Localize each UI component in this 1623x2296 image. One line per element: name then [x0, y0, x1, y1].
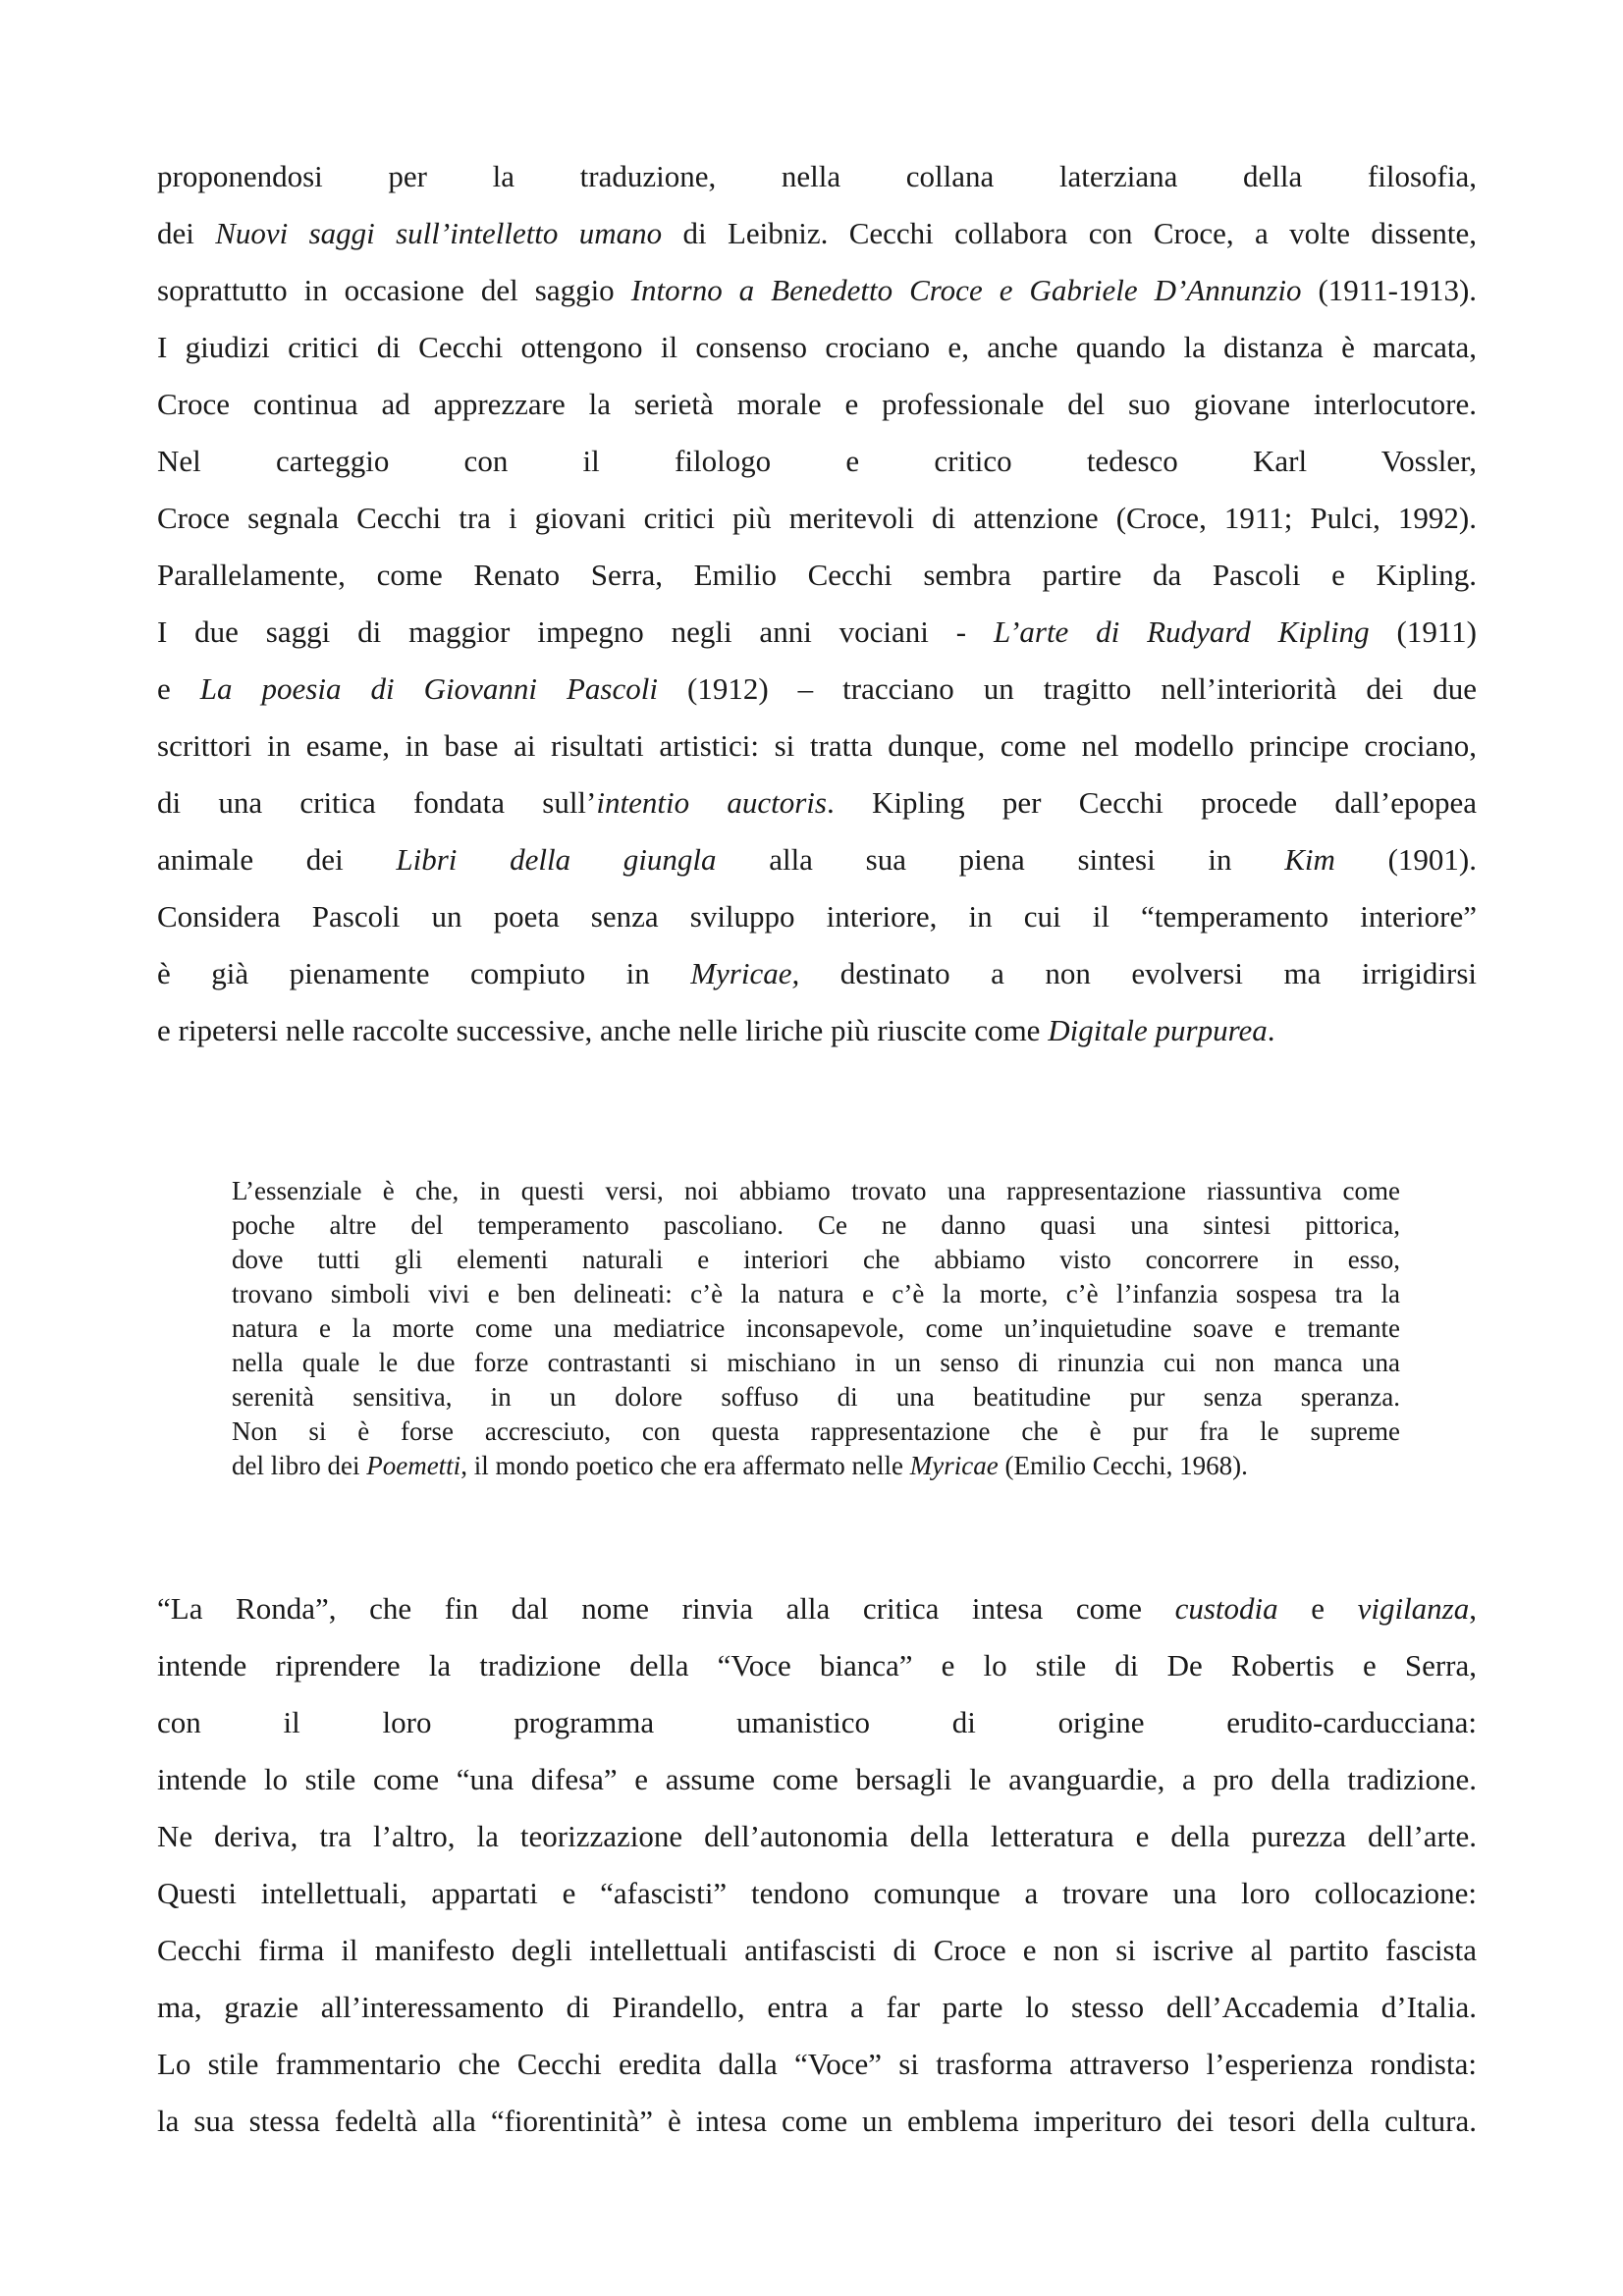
text-line: [157, 2093, 1477, 2150]
text-run: natura e la morte come una mediatrice inconsapevole, come un’inquietudine soave e tremante: [232, 1313, 1400, 1343]
text-line: [232, 1346, 1400, 1380]
text-run: animale dei: [157, 842, 397, 877]
text-line: [157, 262, 1477, 319]
text-line: [157, 661, 1477, 718]
text-line: [157, 831, 1477, 888]
text-line: [232, 1415, 1400, 1449]
italic-title: Myricae,: [690, 956, 800, 990]
text-line: [157, 490, 1477, 547]
text-run: I due saggi di maggior impegno negli anni vociani -: [157, 614, 994, 649]
text-run: destinato a non evolversi ma irrigidirsi: [799, 956, 1477, 990]
text-run: la sua stessa fedeltà alla “fiorentinità” è intesa come un emblema imperituro dei tesori della cultura.: [157, 2104, 1477, 2138]
text-line: [157, 718, 1477, 774]
text-run: dei: [157, 216, 216, 250]
text-line: [232, 1208, 1400, 1243]
text-run: L’essenziale è che, in questi versi, noi abbiamo trovato una rappresentazione riassuntiva come: [232, 1176, 1400, 1205]
text-run: dove tutti gli elementi naturali e interiori che abbiamo visto concorrere in esso,: [232, 1245, 1400, 1274]
text-line: [157, 547, 1477, 604]
text-line: [157, 1922, 1477, 1979]
text-run: Ne deriva, tra l’altro, la teorizzazione dell’autonomia della letteratura e della purezza dell’arte.: [157, 1819, 1477, 1853]
text-line: [157, 1979, 1477, 2036]
text-run: ,: [1469, 1591, 1477, 1626]
text-line: [232, 1449, 1400, 1483]
text-run: intende lo stile come “una difesa” e assume come bersagli le avanguardie, a pro della tradizione.: [157, 1762, 1477, 1796]
italic-title: Libri della giungla: [396, 842, 717, 877]
text-run: Considera Pascoli un poeta senza sviluppo interiore, in cui il “temperamento interiore”: [157, 899, 1477, 934]
block-quote: [232, 1174, 1400, 1483]
text-line: [157, 1808, 1477, 1865]
text-run: (1912) – tracciano un tragitto nell’interiorità dei due: [657, 671, 1477, 706]
text-run: Non si è forse accresciuto, con questa rappresentazione che è pur fra le supreme: [232, 1416, 1400, 1446]
text-run: . Kipling per Cecchi procede dall’epopea: [826, 785, 1477, 820]
text-line: [157, 888, 1477, 945]
text-run: (1901).: [1334, 842, 1477, 877]
text-line: [157, 1751, 1477, 1808]
text-run: proponendosi per la traduzione, nella collana laterziana della filosofia,: [157, 159, 1477, 193]
text-run: Parallelamente, come Renato Serra, Emilio Cecchi sembra partire da Pascoli e Kipling.: [157, 558, 1477, 592]
text-line: [157, 1637, 1477, 1694]
text-run: Croce continua ad apprezzare la serietà morale e professionale del suo giovane interlocutore.: [157, 387, 1477, 421]
text-run: e ripetersi nelle raccolte successive, anche nelle liriche più riuscite come: [157, 1013, 1049, 1047]
text-run: .: [1267, 1013, 1275, 1047]
text-run: e: [1277, 1591, 1358, 1626]
italic-title: La poesia di Giovanni Pascoli: [199, 671, 658, 706]
text-run: trovano simboli vivi e ben delineati: c’è la natura e c’è la morte, c’è l’infanzia sospesa tra la: [232, 1279, 1400, 1308]
text-line: [157, 319, 1477, 376]
text-run: soprattutto in occasione del saggio: [157, 273, 631, 307]
text-line: [232, 1174, 1400, 1208]
italic-title: Kim: [1284, 842, 1335, 877]
italic-title: Nuovi saggi sull’intelletto umano: [215, 216, 663, 250]
text-line: [232, 1277, 1400, 1311]
text-line: [157, 1580, 1477, 1637]
text-run: , il mondo poetico che era affermato nelle: [460, 1451, 910, 1480]
italic-title: Digitale purpurea: [1048, 1013, 1268, 1047]
text-line: [157, 604, 1477, 661]
text-run: con il loro programma umanistico di origine erudito-carducciana:: [157, 1705, 1477, 1739]
text-line: [157, 205, 1477, 262]
text-run: poche altre del temperamento pascoliano. Ce ne danno quasi una sintesi pittorica,: [232, 1210, 1400, 1240]
text-line: [157, 2036, 1477, 2093]
text-run: scrittori in esame, in base ai risultati artistici: si tratta dunque, come nel modello principe crociano,: [157, 728, 1477, 763]
text-line: [157, 433, 1477, 490]
text-run: I giudizi critici di Cecchi ottengono il consenso crociano e, anche quando la distanza è marcata,: [157, 330, 1477, 364]
text-line: [157, 148, 1477, 205]
text-line: [157, 1694, 1477, 1751]
body-paragraph-2: [157, 1580, 1477, 2150]
italic-title: Poemetti: [366, 1451, 461, 1480]
text-line: [232, 1380, 1400, 1415]
text-run: serenità sensitiva, in un dolore soffuso di una beatitudine pur senza speranza.: [232, 1382, 1400, 1412]
text-line: [232, 1243, 1400, 1277]
body-paragraph-1: [157, 148, 1477, 1059]
italic-title: Intorno a Benedetto Croce e Gabriele D’Annunzio: [630, 273, 1302, 307]
text-run: alla sua piena sintesi in: [716, 842, 1285, 877]
text-run: di una critica fondata sull’: [157, 785, 597, 820]
text-run: Nel carteggio con il filologo e critico tedesco Karl Vossler,: [157, 444, 1477, 478]
italic-title: vigilanza: [1357, 1591, 1470, 1626]
italic-title: intentio auctoris: [596, 785, 827, 820]
text-line: [157, 376, 1477, 433]
italic-title: L’arte di Rudyard Kipling: [993, 614, 1370, 649]
text-run: nella quale le due forze contrastanti si mischiano in un senso di rinunzia cui non manca una: [232, 1348, 1400, 1377]
text-run: Questi intellettuali, appartati e “afascisti” tendono comunque a trovare una loro collocazione:: [157, 1876, 1477, 1910]
text-line: [157, 945, 1477, 1002]
text-run: ma, grazie all’interessamento di Pirandello, entra a far parte lo stesso dell’Accademia d’Italia.: [157, 1990, 1477, 2024]
text-run: (1911): [1369, 614, 1477, 649]
text-run: (Emilio Cecchi, 1968).: [998, 1451, 1248, 1480]
text-run: “La Ronda”, che fin dal nome rinvia alla critica intesa come: [157, 1591, 1175, 1626]
text-line: [157, 1002, 1477, 1059]
text-run: intende riprendere la tradizione della “Voce bianca” e lo stile di De Robertis e Serra,: [157, 1648, 1477, 1682]
text-run: è già pienamente compiuto in: [157, 956, 691, 990]
text-run: Lo stile frammentario che Cecchi eredita dalla “Voce” si trasforma attraverso l’esperienza rondista:: [157, 2047, 1477, 2081]
text-run: (1911-1913).: [1301, 273, 1477, 307]
text-run: e: [157, 671, 200, 706]
italic-title: custodia: [1174, 1591, 1278, 1626]
text-run: Croce segnala Cecchi tra i giovani critici più meritevoli di attenzione (Croce, 1911; Pulci, 1992).: [157, 501, 1477, 535]
italic-title: Myricae: [909, 1451, 999, 1480]
text-line: [157, 774, 1477, 831]
text-run: del libro dei: [232, 1451, 367, 1480]
text-line: [232, 1311, 1400, 1346]
text-run: di Leibniz. Cecchi collabora con Croce, a volte dissente,: [662, 216, 1477, 250]
text-line: [157, 1865, 1477, 1922]
text-run: Cecchi firma il manifesto degli intellettuali antifascisti di Croce e non si iscrive al partito fascista: [157, 1933, 1477, 1967]
